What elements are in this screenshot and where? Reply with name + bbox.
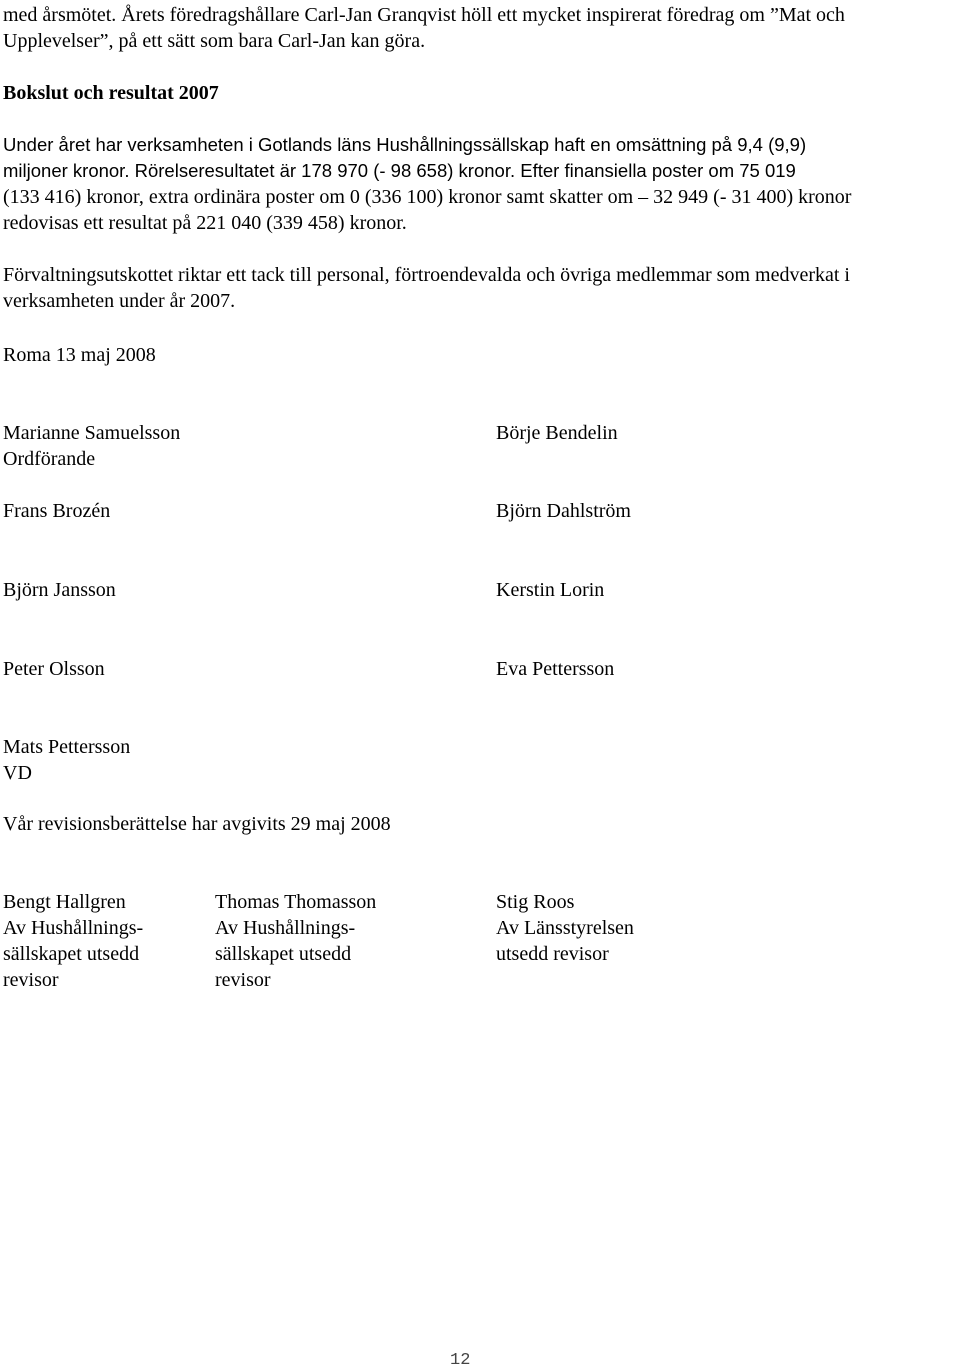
board-signature [3, 498, 110, 524]
signatory-role: Ordförande [3, 448, 96, 470]
bokslut-line-2-part-b: Rörelseresultatet är 178 970 (- 98 658) kronor. Efter finansiella poster om 75 019 [134, 160, 796, 181]
auditor-line: Stig Roos [496, 891, 575, 913]
document-page [3, 0, 958, 1370]
auditor-line: revisor [3, 969, 59, 991]
auditor-signature [3, 889, 143, 993]
thanks-line-1: Förvaltningsutskottet riktar ett tack till personal, förtroendevalda och övriga medlemmar som medverkat i [3, 264, 850, 286]
auditor-line: Bengt Hallgren [3, 891, 126, 913]
auditor-line: revisor [215, 969, 271, 991]
auditor-line: Av Länsstyrelsen [496, 917, 634, 939]
signatory-name: Björn Dahlström [496, 500, 631, 522]
board-signature [3, 420, 180, 472]
auditor-signature [215, 889, 376, 993]
bokslut-line-2-part-a: miljoner kronor. [3, 160, 135, 181]
intro-line-1: med årsmötet. Årets föredragshållare Carl-Jan Granqvist höll ett mycket inspirerat föredrag om ”Mat och [3, 4, 845, 26]
board-signature [3, 734, 130, 786]
signatory-name: Eva Pettersson [496, 658, 615, 680]
signatory-name: Björn Jansson [3, 579, 116, 601]
auditor-line: Av Hushållnings- [215, 917, 356, 939]
board-signature [3, 656, 105, 682]
place-date: Roma 13 maj 2008 [3, 344, 156, 366]
signatory-name: Peter Olsson [3, 658, 105, 680]
bokslut-line-4: redovisas ett resultat på 221 040 (339 458) kronor. [3, 212, 407, 234]
auditor-line: Thomas Thomasson [215, 891, 377, 913]
bokslut-line-2 [3, 158, 796, 184]
signatory-name: Mats Pettersson [3, 736, 131, 758]
signatory-name: Marianne Samuelsson [3, 422, 181, 444]
intro-line-2: Upplevelser”, på ett sätt som bara Carl-Jan kan göra. [3, 30, 426, 52]
signatory-name: Kerstin Lorin [496, 579, 605, 601]
auditor-line: Av Hushållnings- [3, 917, 144, 939]
auditor-line: sällskapet utsedd [215, 943, 352, 965]
board-signature [496, 498, 631, 524]
thanks-line-2: verksamheten under år 2007. [3, 290, 236, 312]
bokslut-line-3: (133 416) kronor, extra ordinära poster om 0 (336 100) kronor samt skatter om – 32 949 (- 31 400) kronor [3, 186, 852, 208]
audit-statement: Vår revisionsberättelse har avgivits 29 maj 2008 [3, 813, 391, 835]
board-signature [496, 420, 618, 446]
signatory-name: Frans Brozén [3, 500, 111, 522]
signatory-role: VD [3, 762, 32, 784]
auditor-line: sällskapet utsedd [3, 943, 140, 965]
page-number: 12 [450, 1351, 471, 1370]
board-signature [3, 577, 116, 603]
board-signature [496, 577, 604, 603]
board-signature [496, 656, 614, 682]
bokslut-line-1: Under året har verksamheten i Gotlands läns Hushållningssällskap haft en omsättning på 9,4 (9,9) [3, 134, 807, 155]
section-heading-bokslut: Bokslut och resultat 2007 [3, 82, 219, 104]
auditor-line: utsedd revisor [496, 943, 609, 965]
signatory-name: Börje Bendelin [496, 422, 618, 444]
auditor-signature [496, 889, 634, 967]
